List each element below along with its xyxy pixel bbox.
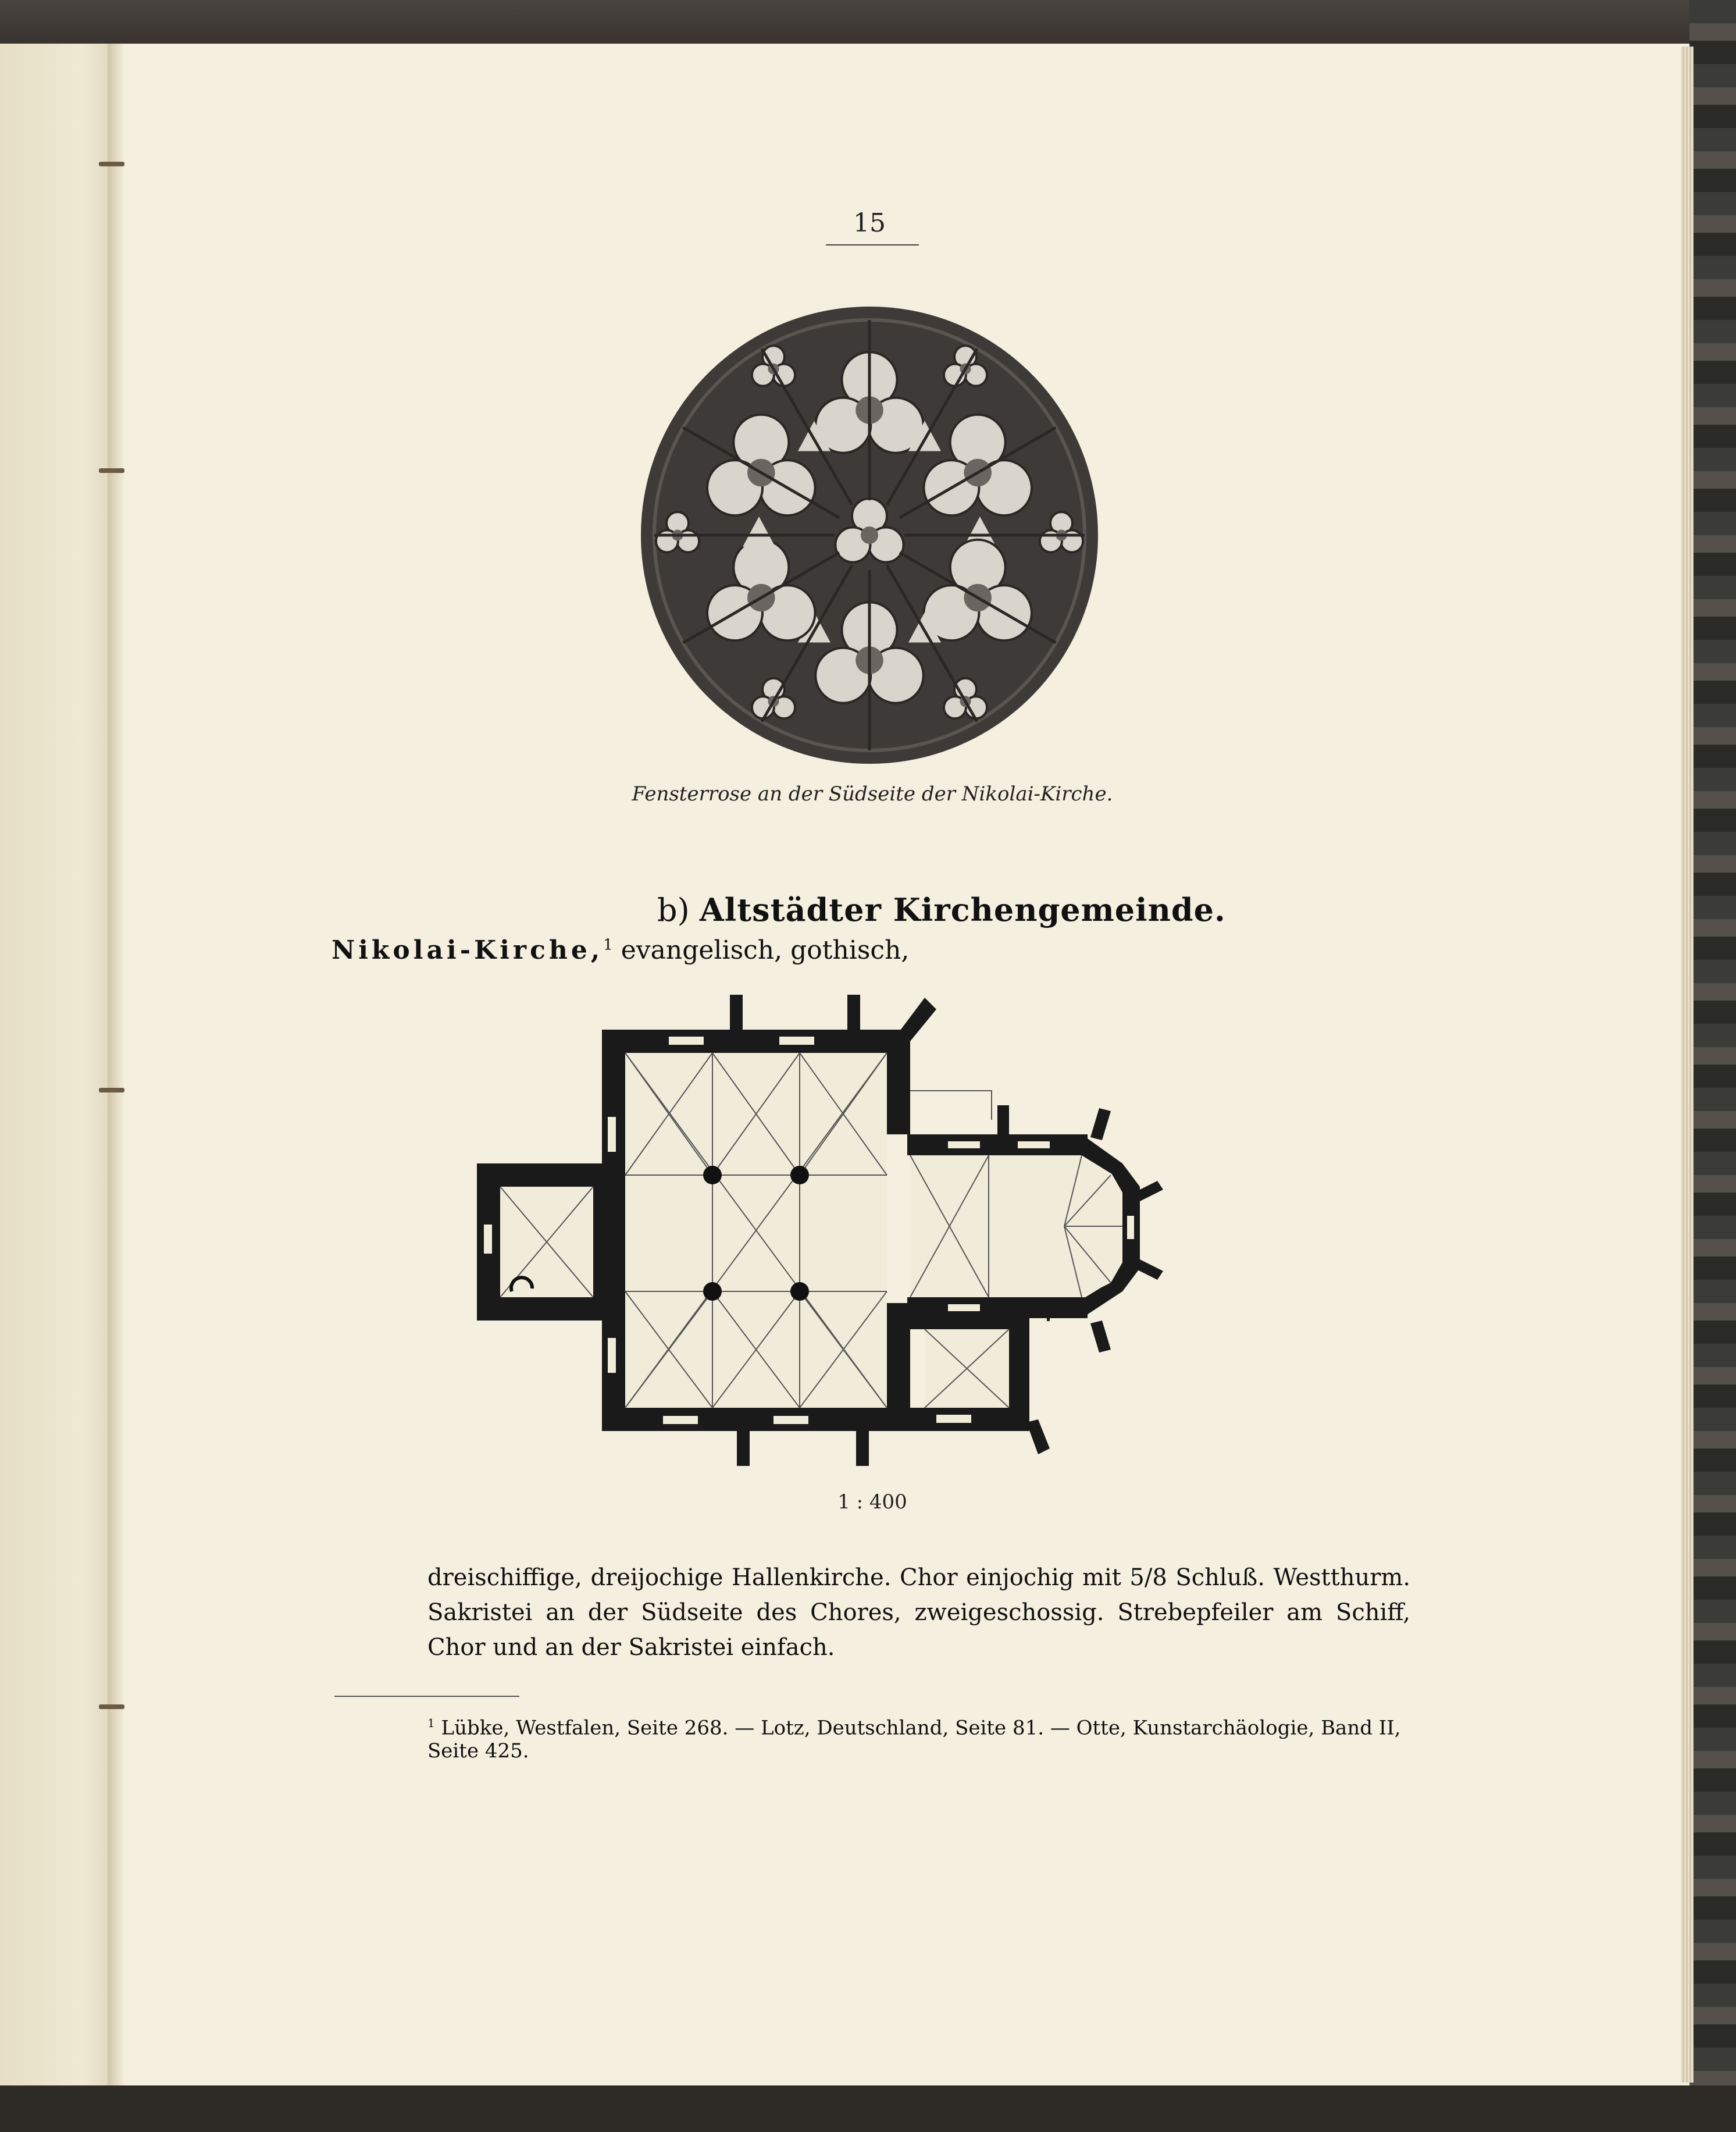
heading-prefix: b) [657, 892, 690, 928]
body-paragraph: dreischiffige, dreijochige Hallenkirche. Chor einjochig mit 5/8 Schluß. Westthurm. Sakristei an der Südseite des Chores, zweigeschossig. Strebepfeiler am Schiff, Chor und an der Sakristei einfach. [427, 1564, 1410, 1661]
rose-window-illustration [637, 302, 1102, 768]
book-gutter [108, 44, 124, 2103]
footnote-text: Lübke, Westfalen, Seite 268. — Lotz, Deutschland, Seite 81. — Otte, Kunstarchäologie, Band II, Seite 425. [427, 1716, 1401, 1763]
page-number-rule [826, 244, 919, 245]
binding-stitch [99, 1704, 124, 1709]
church-floor-plan [465, 989, 1285, 1483]
church-description: evangelisch, gothisch, [621, 935, 910, 965]
church-subheading [331, 935, 909, 965]
binding-stitch [99, 162, 124, 166]
footnote-mark-ref: 1 [603, 936, 613, 954]
page-number: 15 [853, 208, 886, 238]
binding-stitch [99, 1088, 124, 1092]
book-bottom [0, 2085, 1736, 2132]
page-stack-edge [1681, 47, 1694, 2083]
binding-stitch [99, 468, 124, 473]
plan-scale: 1 : 400 [837, 1490, 907, 1514]
left-page-edge [0, 44, 119, 2103]
footnote-rule [334, 1696, 519, 1697]
rose-foil-center [861, 526, 878, 544]
heading-title: Altstädter Kirchengemeinde. [699, 891, 1226, 928]
section-heading [657, 891, 1226, 928]
rose-caption: Fensterrose an der Südseite der Nikolai-Kirche. [632, 782, 1113, 806]
church-name: Nikolai-Kirche, [331, 935, 604, 965]
book-cover-right [1689, 0, 1736, 2132]
footnote-mark: 1 [427, 1716, 435, 1730]
footnote [427, 1716, 1416, 1763]
